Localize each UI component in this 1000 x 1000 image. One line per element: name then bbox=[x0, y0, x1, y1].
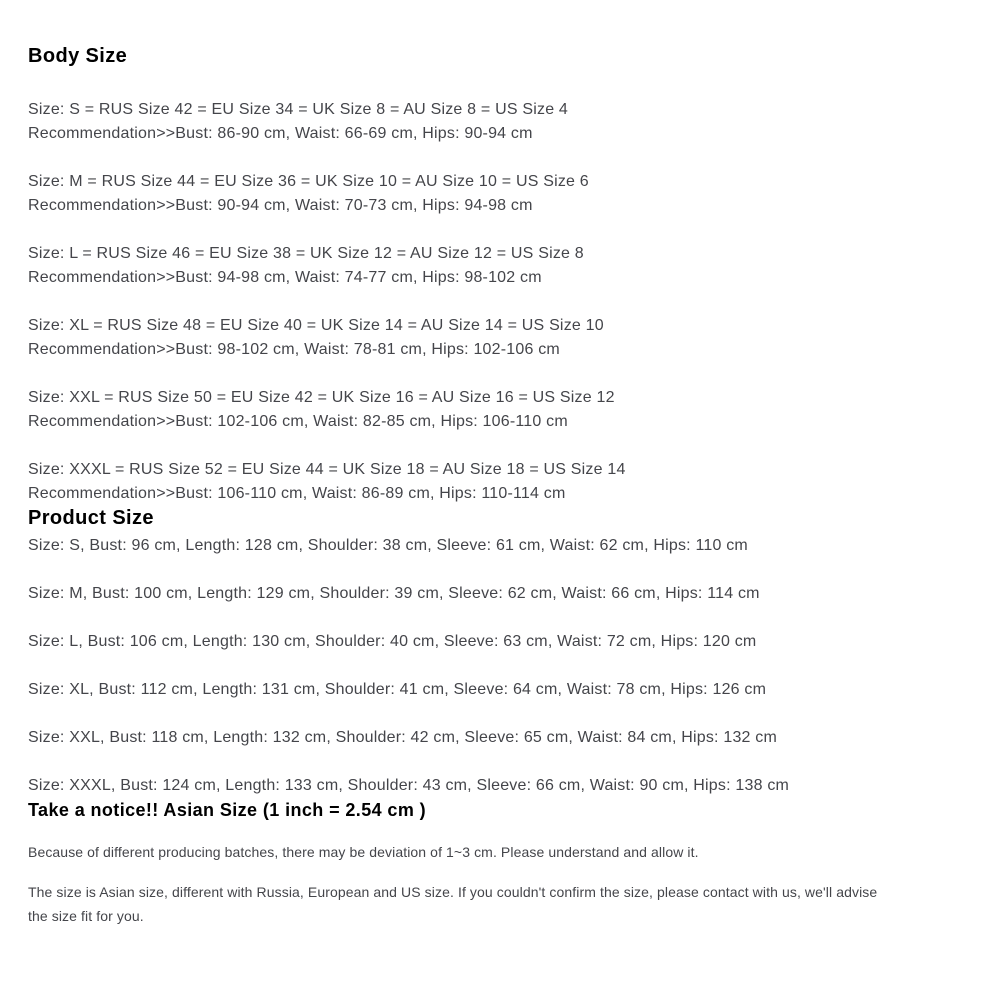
product-size-line-xl: Size: XL, Bust: 112 cm, Length: 131 cm, Shoulder: 41 cm, Sleeve: 64 cm, Waist: 78 cm, Hips: 126 cm bbox=[28, 681, 767, 698]
notice-section bbox=[28, 798, 960, 928]
size-equivalence-line: Size: XXXL = RUS Size 52 = EU Size 44 = UK Size 18 = AU Size 18 = US Size 14 bbox=[28, 461, 626, 478]
deviation-notice-paragraph: Because of different producing batches, there may be deviation of 1~3 cm. Please understand and allow it. bbox=[28, 844, 699, 860]
asian-size-notice-paragraph: The size is Asian size, different with Russia, European and US size. If you couldn't confirm the size, please contact with us, we'll advise the size fit for you. bbox=[28, 884, 878, 924]
body-size-entry-m bbox=[28, 170, 960, 218]
recommendation-line: Recommendation>>Bust: 106-110 cm, Waist: 86-89 cm, Hips: 110-114 cm bbox=[28, 485, 566, 502]
body-size-entry-s bbox=[28, 98, 960, 146]
size-equivalence-line: Size: XXL = RUS Size 50 = EU Size 42 = UK Size 16 = AU Size 16 = US Size 12 bbox=[28, 389, 615, 406]
product-size-section bbox=[28, 506, 960, 798]
recommendation-line: Recommendation>>Bust: 94-98 cm, Waist: 74-77 cm, Hips: 98-102 cm bbox=[28, 269, 542, 286]
body-size-section bbox=[28, 44, 960, 506]
product-size-line-xxxl: Size: XXXL, Bust: 124 cm, Length: 133 cm, Shoulder: 43 cm, Sleeve: 66 cm, Waist: 90 cm, Hips: 138 cm bbox=[28, 777, 790, 794]
recommendation-line: Recommendation>>Bust: 86-90 cm, Waist: 66-69 cm, Hips: 90-94 cm bbox=[28, 125, 533, 142]
body-size-heading: Body Size bbox=[28, 45, 128, 67]
recommendation-line: Recommendation>>Bust: 90-94 cm, Waist: 70-73 cm, Hips: 94-98 cm bbox=[28, 197, 533, 214]
body-size-entry-xl bbox=[28, 314, 960, 362]
product-size-line-s: Size: S, Bust: 96 cm, Length: 128 cm, Shoulder: 38 cm, Sleeve: 61 cm, Waist: 62 cm, Hips: 110 cm bbox=[28, 537, 748, 554]
size-equivalence-line: Size: M = RUS Size 44 = EU Size 36 = UK Size 10 = AU Size 10 = US Size 6 bbox=[28, 173, 589, 190]
size-equivalence-line: Size: L = RUS Size 46 = EU Size 38 = UK Size 12 = AU Size 12 = US Size 8 bbox=[28, 245, 584, 262]
body-size-entry-xxl bbox=[28, 386, 960, 434]
size-equivalence-line: Size: S = RUS Size 42 = EU Size 34 = UK Size 8 = AU Size 8 = US Size 4 bbox=[28, 101, 569, 118]
recommendation-line: Recommendation>>Bust: 98-102 cm, Waist: 78-81 cm, Hips: 102-106 cm bbox=[28, 341, 560, 358]
product-size-line-m: Size: M, Bust: 100 cm, Length: 129 cm, Shoulder: 39 cm, Sleeve: 62 cm, Waist: 66 cm, Hips: 114 cm bbox=[28, 585, 760, 602]
product-size-heading: Product Size bbox=[28, 507, 154, 529]
size-equivalence-line: Size: XL = RUS Size 48 = EU Size 40 = UK Size 14 = AU Size 14 = US Size 10 bbox=[28, 317, 604, 334]
body-size-entry-l bbox=[28, 242, 960, 290]
product-size-line-l: Size: L, Bust: 106 cm, Length: 130 cm, Shoulder: 40 cm, Sleeve: 63 cm, Waist: 72 cm, Hips: 120 cm bbox=[28, 633, 757, 650]
product-size-line-xxl: Size: XXL, Bust: 118 cm, Length: 132 cm, Shoulder: 42 cm, Sleeve: 65 cm, Waist: 84 cm, Hips: 132 cm bbox=[28, 729, 778, 746]
notice-heading: Take a notice!! Asian Size (1 inch = 2.54 cm ) bbox=[28, 800, 427, 820]
recommendation-line: Recommendation>>Bust: 102-106 cm, Waist: 82-85 cm, Hips: 106-110 cm bbox=[28, 413, 568, 430]
body-size-entry-xxxl bbox=[28, 458, 960, 506]
